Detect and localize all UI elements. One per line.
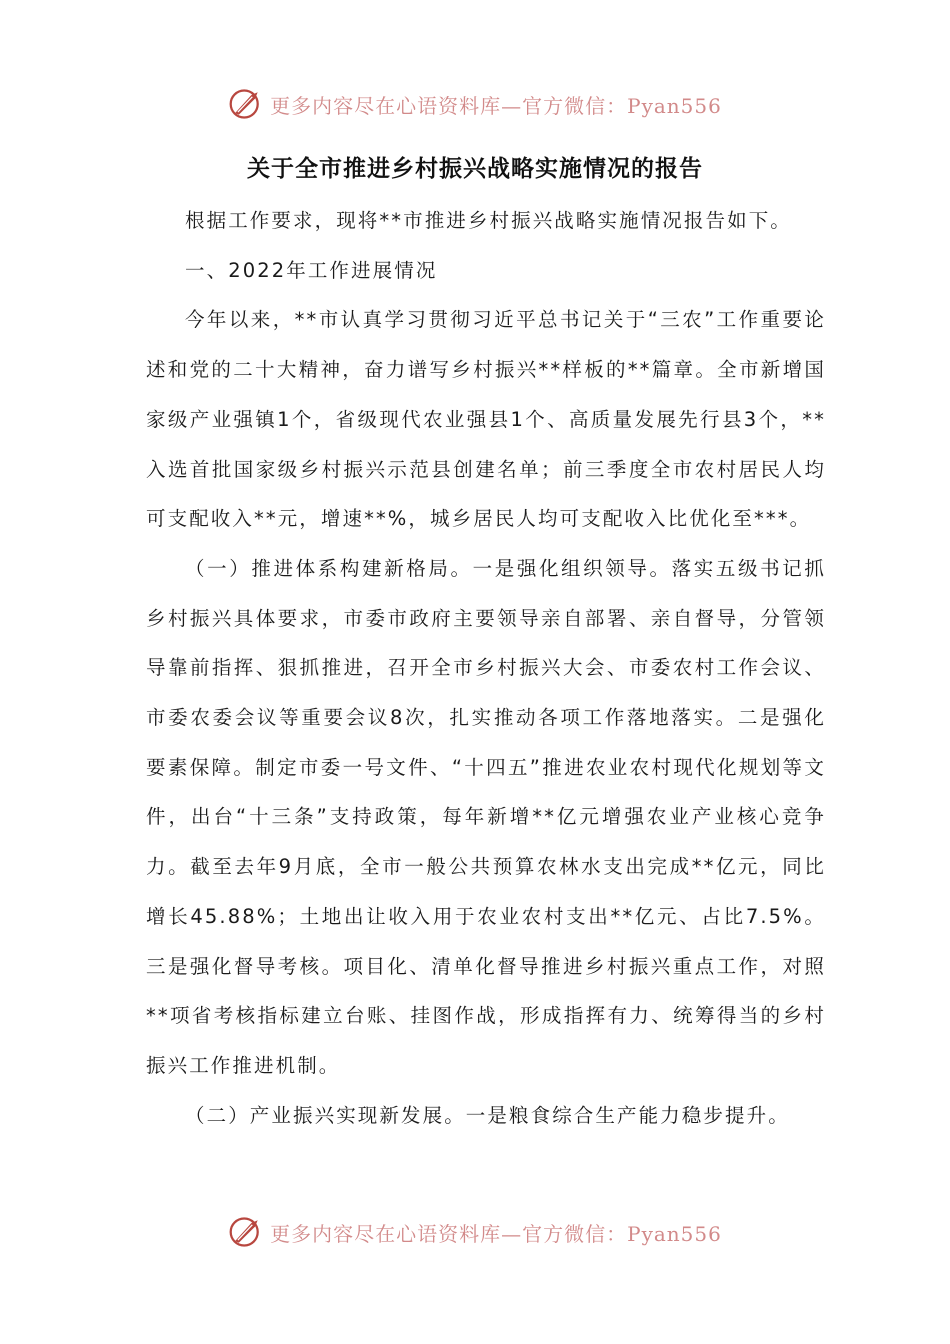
document-title: 关于全市推进乡村振兴战略实施情况的报告 bbox=[247, 156, 703, 182]
paragraph-overview: 今年以来，**市认真学习贯彻习近平总书记关于“三农”工作重要论述和党的二十大精神，奋力谱写乡村振兴**样板的**篇章。全市新增国家级产业强镇1个，省级现代农业强县1个、高质量发展先行县3个，**入选首批国家级乡村振兴示范县创建名单；前三季度全市农村居民人均可支配收入**元，增速**%，城乡居民人均可支配收入比优化至***。 bbox=[146, 308, 826, 531]
paragraph-system-building: （一）推进体系构建新格局。一是强化组织领导。落实五级书记抓乡村振兴具体要求，市委市政府主要领导亲自部署、亲自督导，分管领导靠前指挥、狠抓推进，召开全市乡村振兴大会、市委农村工作会议、市委农委会议等重要会议8次，扎实推动各项工作落地落实。二是强化要素保障。制定市委一号文件、“十四五”推进农业农村现代化规划等文件，出台“十三条”支持政策，每年新增**亿元增强农业产业核心竞争力。截至去年9月底，全市一般公共预算农林水支出完成**亿元，同比增长45.88%；土地出让收入用于农业农村支出**亿元、占比7.5%。三是强化督导考核。项目化、清单化督导推进乡村振兴重点工作，对照**项省考核指标建立台账、挂图作战，形成指挥有力、统筹得当的乡村振兴工作推进机制。 bbox=[146, 556, 826, 1077]
watermark-header bbox=[0, 82, 950, 126]
paragraph-industry-revival: （二）产业振兴实现新发展。一是粮食综合生产能力稳步提升。 bbox=[185, 1103, 790, 1127]
watermark-text: 更多内容尽在心语资料库—官方微信：Pyan556 bbox=[270, 93, 722, 118]
document-body bbox=[146, 196, 826, 1140]
watermark-footer bbox=[0, 1210, 950, 1254]
paragraph-intro: 根据工作要求，现将**市推进乡村振兴战略实施情况报告如下。 bbox=[185, 209, 792, 232]
section-heading: 一、2022年工作进展情况 bbox=[185, 258, 438, 282]
pen-nib-logo-icon bbox=[228, 86, 264, 122]
watermark-text: 更多内容尽在心语资料库—官方微信：Pyan556 bbox=[270, 1221, 722, 1246]
pen-nib-logo-icon bbox=[228, 1214, 264, 1250]
